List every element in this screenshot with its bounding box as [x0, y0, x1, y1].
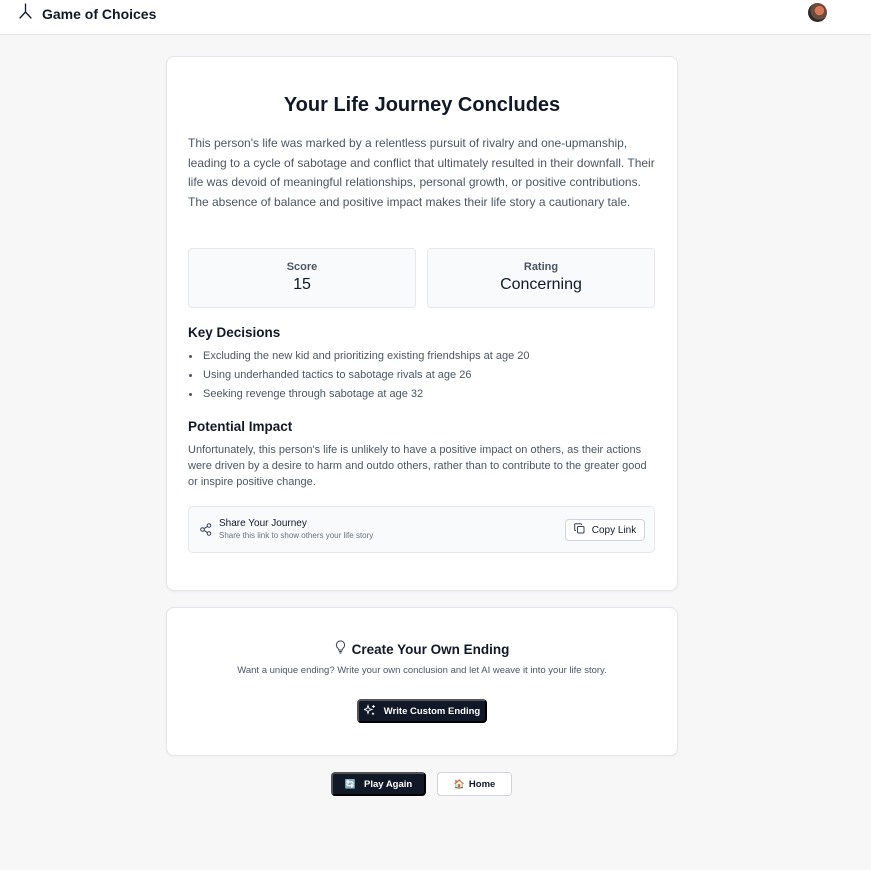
rating-label: Rating	[523, 261, 559, 273]
sparkles-icon	[364, 704, 376, 719]
score-box	[188, 248, 416, 308]
branch-split-icon	[18, 3, 33, 25]
potential-impact-text: Unfortunately, this person's life is unlikely to have a positive impact on others, as their actions were driven by a desire to harm and outdo others, rather than to contribute to the greater good or inspire positive change.	[188, 444, 647, 488]
refresh-icon: 🔄	[344, 778, 356, 789]
copy-link-button[interactable]	[565, 519, 645, 541]
lightbulb-icon	[335, 640, 346, 659]
rating-box	[427, 248, 655, 308]
top-bar	[0, 0, 871, 35]
house-icon: 🏠	[453, 778, 465, 789]
custom-ending-header	[167, 640, 677, 659]
user-avatar-icon[interactable]	[808, 3, 827, 22]
share-title: Share Your Journey	[219, 518, 307, 529]
custom-ending-description: Want a unique ending? Write your own conclusion and let AI weave it into your life story.	[237, 665, 607, 676]
list-item: Excluding the new kid and prioritizing existing friendships at age 20	[188, 347, 530, 366]
key-decisions-list	[188, 347, 530, 404]
key-decisions-heading: Key Decisions	[188, 325, 281, 340]
home-label: Home	[468, 778, 496, 790]
score-label: Score	[286, 261, 318, 273]
home-button[interactable]	[437, 772, 512, 796]
copy-link-label: Copy Link	[591, 524, 637, 536]
rating-value: Concerning	[500, 276, 582, 293]
journey-summary-card	[166, 56, 678, 591]
custom-ending-title: Create Your Own Ending	[351, 642, 510, 657]
score-value: 15	[293, 276, 311, 293]
share-icon	[200, 523, 212, 541]
list-item: Seeking revenge through sabotage at age 32	[188, 385, 530, 404]
list-item: Using underhanded tactics to sabotage rivals at age 26	[188, 366, 530, 385]
play-again-button[interactable]	[331, 772, 426, 796]
potential-impact-heading: Potential Impact	[188, 419, 293, 434]
brand[interactable]	[18, 3, 156, 25]
journey-summary: This person's life was marked by a relentless pursuit of rivalry and one-upmanship, leading to a cycle of sabotage and conflict that ultimately resulted in their downfall. Their life was devoid of meaningful relationships, personal growth, or positive contributions. The absence of balance and positive impact makes their life story a cautionary tale.	[188, 136, 655, 209]
share-subtitle: Share this link to show others your life story	[219, 531, 374, 540]
play-again-label: Play Again	[363, 778, 413, 790]
page-title: Your Life Journey Concludes	[283, 94, 561, 116]
write-custom-ending-label: Write Custom Ending	[383, 705, 481, 717]
app-title: Game of Choices	[42, 6, 157, 22]
copy-icon	[574, 523, 585, 537]
custom-ending-card	[166, 607, 678, 756]
share-panel	[188, 506, 655, 553]
write-custom-ending-button[interactable]	[357, 699, 487, 723]
